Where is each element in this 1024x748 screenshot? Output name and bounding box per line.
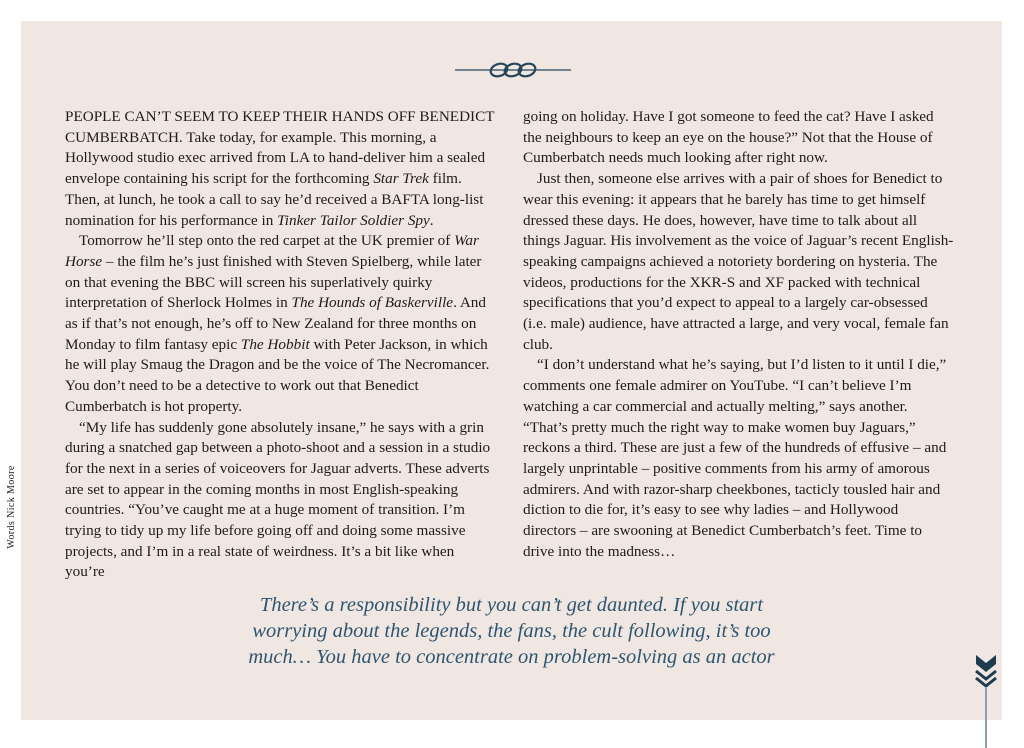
double-chevron-down-arrow-icon (975, 655, 997, 748)
article-body (65, 107, 954, 583)
article-column-right (523, 107, 954, 583)
article-column-left (65, 107, 496, 583)
author-credit: Words Nick Moore (6, 465, 17, 549)
rope-knot-divider-icon (455, 61, 571, 79)
pull-quote-line: There’s a responsibility but you can’t get daunted. If you start (259, 594, 764, 616)
pull-quote-line: much… You have to concentrate on problem-solving as an actor (248, 645, 775, 668)
paragraph: “I don’t understand what he’s saying, but I’d listen to it until I die,” comments one female admirer on YouTube. “I can’t believe I’m watching a car commercial and actually melting,” says another. “That’s pretty much the right way to make women buy Jaguars,” reckons a third. These are just a few of the hundreds of effusive – and largely unprintable – positive comments from his army of amorous admirers. And with razor-sharp cheekbones, tacticly tousled hair and diction to die for, it’s easy to see why ladies – and Hollywood directors – are swooning at Benedict Cumberbatch’s feet. Time to drive into the madness… (523, 356, 947, 560)
paragraph: Just then, someone else arrives with a pair of shoes for Benedict to wear this evening: it appears that he barely has time to get himself dressed these days. He does, however, have time to talk about all things Jaguar. His involvement as the voice of Jaguar’s recent English-speaking campaigns achieved a notoriety bordering on hysteria. The videos, productions for the XKR-S and XF packed with technical specifications that you’d expect to appeal to a largely car-obsessed (i.e. male) audience, have attracted a large, and very vocal, female fan club. (523, 170, 954, 353)
paragraph: Tomorrow he’ll step onto the red carpet at the UK premier of War Horse – the film he’s just finished with Steven Spielberg, while later on that evening the BBC will screen his superlatively quirky interpretation of Sherlock Holmes in The Hounds of Baskerville. And as if that’s not enough, he’s off to New Zealand for three months on Monday to film fantasy epic The Hobbit with Peter Jackson, in which he will play Smaug the Dragon and be the voice of The Necromancer. You don’t need to be a detective to work out that Benedict Cumberbatch is hot property. (65, 232, 490, 415)
paragraph: going on holiday. Have I got someone to feed the cat? Have I asked the neighbours to keep an eye on the house?” Not that the House of Cumberbatch needs much looking after right now. (523, 108, 934, 167)
paragraph: PEOPLE CAN’T SEEM TO KEEP THEIR HANDS OFF BENEDICT CUMBERBATCH. Take today, for example. This morning, a Hollywood studio exec arrived from LA to hand-deliver him a sealed envelope containing his script for the forthcoming Star Trek film. Then, at lunch, he took a call to say he’d received a BAFTA long-list nomination for his performance in Tinker Tailor Soldier Spy. (65, 108, 495, 229)
pull-quote-line: worrying about the legends, the fans, the cult following, it’s too (252, 619, 771, 642)
pull-quote (21, 593, 1002, 670)
paragraph: “My life has suddenly gone absolutely insane,” he says with a grin during a snatched gap between a photo-shoot and a session in a studio for the next in a series of voiceovers for Jaguar adverts. These adverts are set to appear in the coming months in most English-speaking countries. “You’ve caught me at a huge moment of transition. I’m trying to tidy up my life before going off and doing some massive projects, and I’m in a real state of weirdness. It’s a bit like when you’re (65, 418, 491, 581)
magazine-page (21, 21, 1002, 720)
